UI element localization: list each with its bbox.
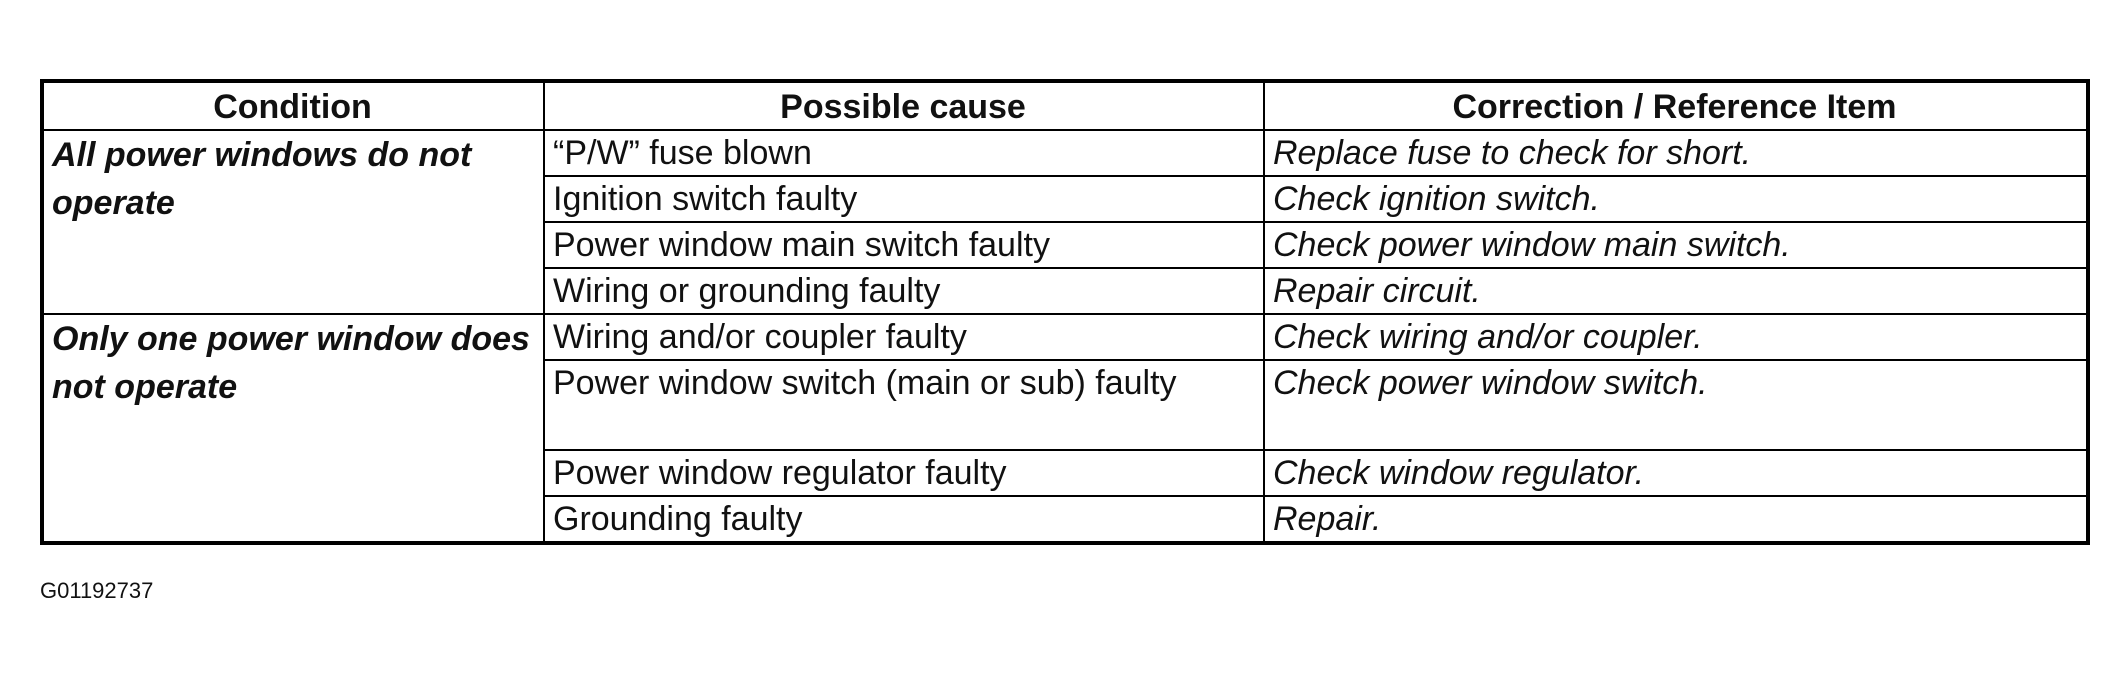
correction-cell: Repair circuit. bbox=[1264, 268, 2088, 314]
correction-cell: Check ignition switch. bbox=[1264, 176, 2088, 222]
table-row bbox=[42, 314, 2088, 360]
header-condition: Condition bbox=[42, 81, 544, 130]
correction-cell: Check power window main switch. bbox=[1264, 222, 2088, 268]
troubleshooting-table-container bbox=[40, 79, 2086, 545]
correction-cell: Repair. bbox=[1264, 496, 2088, 543]
correction-cell: Replace fuse to check for short. bbox=[1264, 130, 2088, 176]
cause-cell: Grounding faulty bbox=[544, 496, 1264, 543]
cause-cell: “P/W” fuse blown bbox=[544, 130, 1264, 176]
condition-cell: Only one power window does not operate bbox=[42, 314, 544, 543]
correction-cell: Check window regulator. bbox=[1264, 450, 2088, 496]
table-row bbox=[42, 130, 2088, 176]
table-header-row bbox=[42, 81, 2088, 130]
figure-id-label: G01192737 bbox=[40, 578, 154, 603]
header-possible-cause: Possible cause bbox=[544, 81, 1264, 130]
header-correction: Correction / Reference Item bbox=[1264, 81, 2088, 130]
cause-cell: Power window regulator faulty bbox=[544, 450, 1264, 496]
troubleshooting-table bbox=[40, 79, 2090, 545]
cause-cell: Ignition switch faulty bbox=[544, 176, 1264, 222]
cause-cell: Power window switch (main or sub) faulty bbox=[544, 360, 1264, 450]
correction-cell: Check power window switch. bbox=[1264, 360, 2088, 450]
correction-cell: Check wiring and/or coupler. bbox=[1264, 314, 2088, 360]
condition-cell: All power windows do not operate bbox=[42, 130, 544, 314]
cause-cell: Wiring and/or coupler faulty bbox=[544, 314, 1264, 360]
cause-cell: Power window main switch faulty bbox=[544, 222, 1264, 268]
cause-cell: Wiring or grounding faulty bbox=[544, 268, 1264, 314]
